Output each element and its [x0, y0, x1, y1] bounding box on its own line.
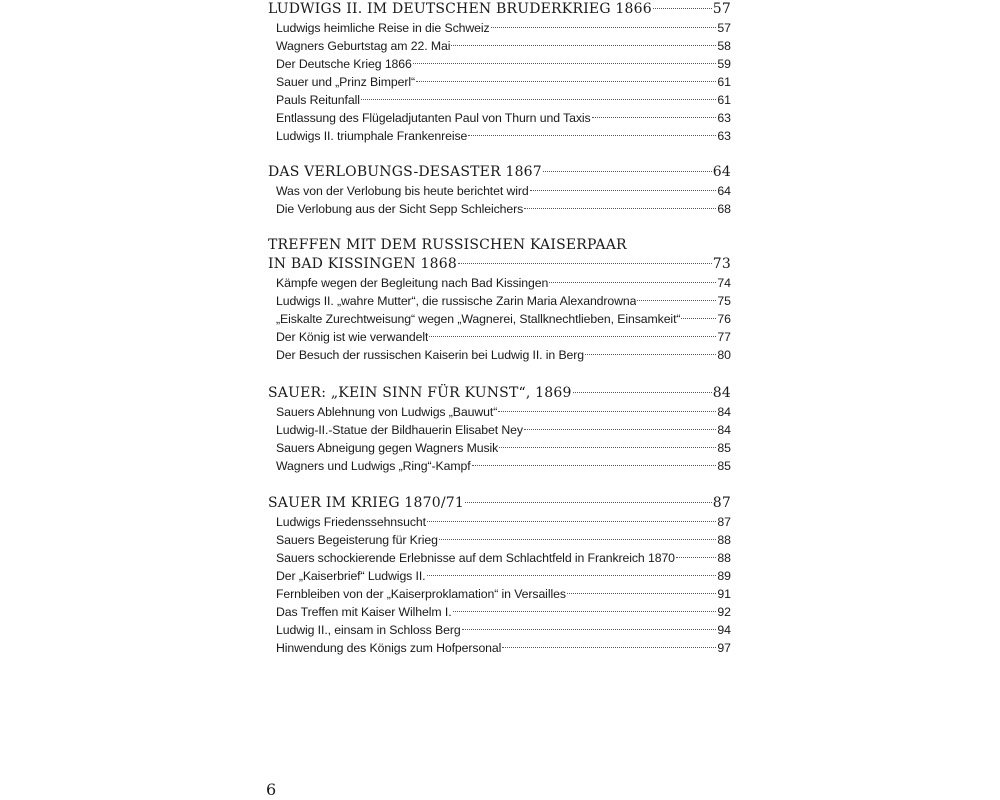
subentry-page: 84	[717, 405, 731, 419]
dot-leader	[592, 117, 717, 118]
subentry-title: Der „Kaiserbrief“ Ludwigs II.	[276, 569, 426, 583]
subentry-title: Sauers schockierende Erlebnisse auf dem Schlachtfeld in Frankreich 1870	[276, 551, 675, 565]
dot-leader	[524, 429, 716, 430]
dot-leader	[472, 465, 717, 466]
subentry-title: Sauers Begeisterung für Krieg	[276, 533, 438, 547]
chapter-title: LUDWIGS II. IM DEUTSCHEN BRUDERKRIEG 1866	[268, 1, 652, 17]
subentry-title: Fernbleiben von der „Kaiserproklamation“ in Versailles	[276, 587, 566, 601]
dot-leader	[653, 8, 712, 9]
dot-leader	[499, 447, 716, 448]
subentry	[268, 603, 731, 621]
dot-leader	[361, 99, 716, 100]
chapter-page: 73	[712, 256, 731, 272]
toc-section	[268, 0, 731, 145]
dot-leader	[468, 135, 716, 136]
subentry-page: 58	[717, 39, 731, 53]
subentry-title: Ludwig II., einsam in Schloss Berg	[276, 623, 461, 637]
subentry-title: Die Verlobung aus der Sicht Sepp Schleichers	[276, 202, 524, 216]
subentry	[268, 567, 731, 585]
subentry-page: 63	[717, 111, 731, 125]
subentry-page: 80	[717, 348, 731, 362]
subentry-title: Wagners und Ludwigs „Ring“-Kampf	[276, 459, 471, 473]
chapter-title: IN BAD KISSINGEN 1868	[268, 256, 457, 272]
chapter-entry	[268, 0, 731, 19]
subentry-title: Entlassung des Flügeladjutanten Paul von Thurn und Taxis	[276, 111, 591, 125]
subentry-page: 84	[717, 423, 731, 437]
dot-leader	[637, 300, 716, 301]
subentry	[268, 328, 731, 346]
dot-leader	[462, 629, 717, 630]
subentry-page: 92	[717, 605, 731, 619]
dot-leader	[585, 354, 716, 355]
dot-leader	[567, 593, 716, 594]
chapter-entry	[268, 255, 731, 274]
subentry-title: Hinwendung des Königs zum Hofpersonal	[276, 641, 502, 655]
subentry	[268, 439, 731, 457]
chapter-entry	[268, 384, 731, 403]
subentry-page: 68	[717, 202, 731, 216]
subentry-page: 88	[717, 551, 731, 565]
subentry	[268, 513, 731, 531]
chapter-page: 84	[712, 385, 731, 401]
subentry	[268, 346, 731, 364]
subentry-page: 85	[717, 441, 731, 455]
subentry-title: „Eiskalte Zurechtweisung“ wegen „Wagnerei, Stallknechtlieben, Einsamkeit“	[276, 312, 681, 326]
subentry	[268, 531, 731, 549]
dot-leader	[491, 27, 717, 28]
chapter-title: SAUER IM KRIEG 1870/71	[268, 495, 464, 511]
dot-leader	[439, 539, 716, 540]
subentry	[268, 621, 731, 639]
subentry-page: 59	[717, 57, 731, 71]
subentry-page: 77	[717, 330, 731, 344]
dot-leader	[676, 557, 716, 558]
subentry-title: Der Besuch der russischen Kaiserin bei Ludwig II. in Berg	[276, 348, 585, 362]
subentry-title: Wagners Geburtstag am 22. Mai	[276, 39, 451, 53]
subentry	[268, 403, 731, 421]
subentry-title: Pauls Reitunfall	[276, 93, 360, 107]
subentry-title: Ludwigs II. „wahre Mutter“, die russische Zarin Maria Alexandrowna	[276, 294, 637, 308]
chapter-entry	[268, 163, 731, 182]
subentry	[268, 274, 731, 292]
subentry-title: Ludwigs Friedenssehnsucht	[276, 515, 426, 529]
dot-leader	[453, 611, 717, 612]
subentry	[268, 37, 731, 55]
dot-leader	[416, 81, 716, 82]
chapter-title-line1: TREFFEN MIT DEM RUSSISCHEN KAISERPAAR	[268, 237, 627, 253]
subentry-page: 88	[717, 533, 731, 547]
dot-leader	[427, 575, 717, 576]
subentry	[268, 19, 731, 37]
subentry	[268, 549, 731, 567]
chapter-title: SAUER: „KEIN SINN FÜR KUNST“, 1869	[268, 385, 572, 401]
subentry-page: 64	[717, 184, 731, 198]
toc-section	[268, 494, 731, 657]
subentry-page: 61	[717, 75, 731, 89]
dot-leader	[524, 208, 716, 209]
subentry	[268, 55, 731, 73]
subentry-title: Was von der Verlobung bis heute berichtet wird	[276, 184, 529, 198]
subentry-page: 57	[717, 21, 731, 35]
subentry	[268, 109, 731, 127]
dot-leader	[413, 63, 717, 64]
dot-leader	[451, 45, 716, 46]
subentry-title: Sauers Abneigung gegen Wagners Musik	[276, 441, 499, 455]
dot-leader	[681, 318, 716, 319]
chapter-page: 87	[712, 495, 731, 511]
dot-leader	[465, 502, 712, 503]
subentry-page: 85	[717, 459, 731, 473]
dot-leader	[543, 171, 712, 172]
chapter-page: 57	[712, 1, 731, 17]
subentry	[268, 127, 731, 145]
subentry	[268, 182, 731, 200]
dot-leader	[530, 190, 717, 191]
dot-leader	[549, 282, 716, 283]
subentry	[268, 310, 731, 328]
subentry	[268, 585, 731, 603]
subentry	[268, 200, 731, 218]
dot-leader	[458, 263, 712, 264]
subentry-page: 94	[717, 623, 731, 637]
subentry-title: Ludwigs II. triumphale Frankenreise	[276, 129, 468, 143]
subentry-title: Ludwig-II.-Statue der Bildhauerin Elisabet Ney	[276, 423, 523, 437]
subentry-page: 61	[717, 93, 731, 107]
subentry-title: Das Treffen mit Kaiser Wilhelm I.	[276, 605, 452, 619]
toc-section	[268, 236, 731, 364]
subentry	[268, 73, 731, 91]
toc-section	[268, 384, 731, 475]
subentry-page: 91	[717, 587, 731, 601]
dot-leader	[502, 647, 716, 648]
dot-leader	[573, 392, 712, 393]
subentry	[268, 292, 731, 310]
subentry-page: 89	[717, 569, 731, 583]
dot-leader	[498, 411, 716, 412]
subentry-title: Sauers Ablehnung von Ludwigs „Bauwut“	[276, 405, 498, 419]
chapter-title: DAS VERLOBUNGS-DESASTER 1867	[268, 164, 542, 180]
subentry	[268, 91, 731, 109]
subentry-page: 97	[717, 641, 731, 655]
subentry-title: Kämpfe wegen der Begleitung nach Bad Kissingen	[276, 276, 549, 290]
subentry-title: Ludwigs heimliche Reise in die Schweiz	[276, 21, 490, 35]
chapter-page: 64	[712, 164, 731, 180]
toc-section	[268, 163, 731, 218]
subentry-page: 76	[717, 312, 731, 326]
dot-leader	[429, 336, 716, 337]
subentry	[268, 457, 731, 475]
page-number: 6	[266, 780, 277, 799]
chapter-entry	[268, 494, 731, 513]
subentry-page: 87	[717, 515, 731, 529]
subentry-title: Der König ist wie verwandelt	[276, 330, 429, 344]
dot-leader	[427, 521, 716, 522]
subentry	[268, 639, 731, 657]
subentry-page: 75	[717, 294, 731, 308]
subentry-title: Sauer und „Prinz Bimperl“	[276, 75, 415, 89]
subentry	[268, 421, 731, 439]
subentry-page: 74	[717, 276, 731, 290]
subentry-page: 63	[717, 129, 731, 143]
subentry-title: Der Deutsche Krieg 1866	[276, 57, 412, 71]
